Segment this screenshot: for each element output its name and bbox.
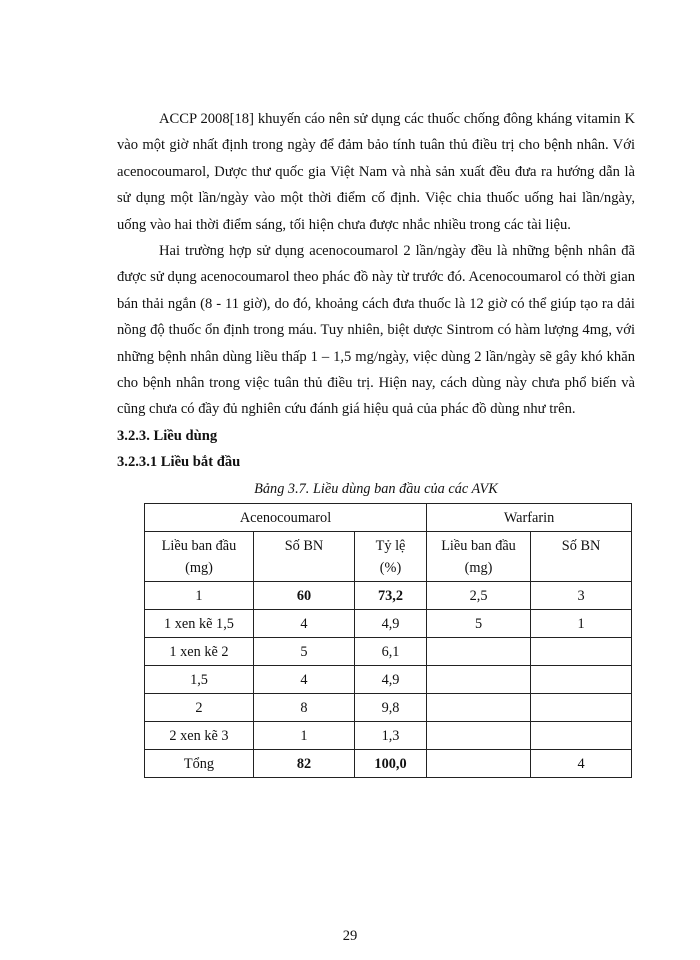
- cell-w-count: 1: [531, 609, 632, 637]
- cell-a-count: 4: [254, 665, 355, 693]
- cell-a-count: 1: [254, 721, 355, 749]
- cell-a-dose: 1 xen kẽ 2: [145, 637, 254, 665]
- cell-total-label: Tổng: [145, 749, 254, 777]
- dose-table: [144, 503, 632, 778]
- cell-total-w-count: 4: [531, 749, 632, 777]
- section-heading: 3.2.3. Liều dùng: [117, 427, 218, 444]
- cell-w-dose: [427, 693, 531, 721]
- subsection-heading: 3.2.3.1 Liều bắt đầu: [117, 454, 241, 471]
- header-patient-count-warfarin: Số BN: [531, 531, 632, 581]
- cell-a-count: 4: [254, 609, 355, 637]
- cell-w-dose: 2,5: [427, 581, 531, 609]
- paragraph-2: Hai trường hợp sử dụng acenocoumarol 2 lần/ngày đều là những bệnh nhân đã được sử dụng acenocoumarol theo phác đồ này từ trước đó. Acenocoumarol có thời gian bán thải ngắn (8 - 11 giờ), do đó, khoảng cách đưa thuốc là 12 giờ có thể giúp tạo ra dải nồng độ thuốc ổn định trong máu. Tuy nhiên, biệt dược Sintrom có hàm lượng 4mg, với những bệnh nhân dùng liều thấp 1 – 1,5 mg/ngày, việc dùng 2 lần/ngày sẽ gây khó khăn cho bệnh nhân trong việc tuân thủ điều trị. Hiện nay, cách dùng này chưa phổ biến và cũng chưa có đầy đủ nghiên cứu đánh giá hiệu quả của phác đồ dùng như trên.: [117, 243, 635, 418]
- group-header-acenocoumarol: Acenocoumarol: [145, 503, 427, 531]
- cell-a-count: 8: [254, 693, 355, 721]
- header-initial-dose: Liều ban đầu (mg): [145, 531, 254, 581]
- table-row: [145, 637, 632, 665]
- cell-a-count: 5: [254, 637, 355, 665]
- cell-a-rate: 73,2: [355, 581, 427, 609]
- group-header-warfarin: Warfarin: [427, 503, 632, 531]
- table-row: [145, 693, 632, 721]
- cell-a-dose: 1 xen kẽ 1,5: [145, 609, 254, 637]
- cell-a-count: 60: [254, 581, 355, 609]
- table-group-header-row: [145, 503, 632, 531]
- cell-w-count: [531, 637, 632, 665]
- header-patient-count: Số BN: [254, 531, 355, 581]
- cell-a-rate: 4,9: [355, 665, 427, 693]
- table-row: [145, 609, 632, 637]
- table-column-header-row: [145, 531, 632, 581]
- header-rate: Tỷ lệ (%): [355, 531, 427, 581]
- table-total-row: [145, 749, 632, 777]
- cell-w-count: 3: [531, 581, 632, 609]
- cell-w-count: [531, 721, 632, 749]
- cell-total-a-rate: 100,0: [355, 749, 427, 777]
- cell-w-dose: [427, 637, 531, 665]
- header-initial-dose-warfarin: Liều ban đầu (mg): [427, 531, 531, 581]
- table-row: [145, 721, 632, 749]
- cell-a-rate: 1,3: [355, 721, 427, 749]
- page-number: 29: [342, 928, 358, 944]
- table-row: [145, 581, 632, 609]
- cell-total-w-dose: [427, 749, 531, 777]
- cell-a-rate: 4,9: [355, 609, 427, 637]
- cell-a-rate: 9,8: [355, 693, 427, 721]
- cell-a-dose: 2: [145, 693, 254, 721]
- cell-a-rate: 6,1: [355, 637, 427, 665]
- page-content: [117, 106, 635, 778]
- cell-w-count: [531, 693, 632, 721]
- cell-w-dose: 5: [427, 609, 531, 637]
- cell-w-count: [531, 665, 632, 693]
- table-row: [145, 665, 632, 693]
- table-caption: Bảng 3.7. Liều dùng ban đầu của các AVK: [254, 480, 498, 497]
- cell-w-dose: [427, 721, 531, 749]
- cell-a-dose: 1,5: [145, 665, 254, 693]
- cell-total-a-count: 82: [254, 749, 355, 777]
- paragraph-1: ACCP 2008[18] khuyến cáo nên sử dụng các thuốc chống đông kháng vitamin K vào một giờ nhất định trong ngày để đảm bảo tính tuân thủ điều trị cho bệnh nhân. Với acenocoumarol, Dược thư quốc gia Việt Nam và nhà sản xuất đều đưa ra hướng dẫn là sử dụng một lần/ngày vào một thời điểm cố định. Việc chia thuốc uống hai lần/ngày, uống vào hai thời điểm sáng, tối hiện chưa được nhắc nhiều trong các tài liệu.: [117, 111, 635, 233]
- cell-w-dose: [427, 665, 531, 693]
- cell-a-dose: 2 xen kẽ 3: [145, 721, 254, 749]
- cell-a-dose: 1: [145, 581, 254, 609]
